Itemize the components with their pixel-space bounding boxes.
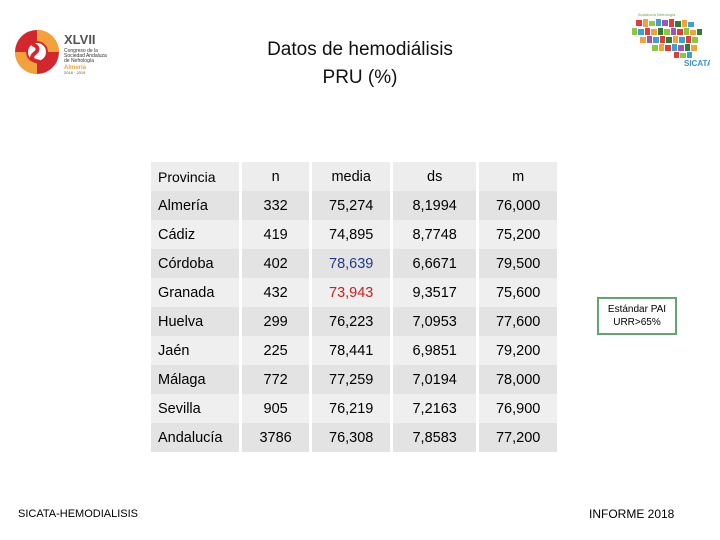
cell-n: 332 xyxy=(239,191,310,220)
cell-provincia: Huelva xyxy=(151,307,239,336)
standard-line2: URR>65% xyxy=(613,317,661,328)
cell-media: 77,259 xyxy=(309,365,390,394)
cell-m: 75,600 xyxy=(476,278,557,307)
table-row xyxy=(151,336,557,365)
logo-date: 2018 · 2019 xyxy=(64,70,86,75)
cell-provincia: Granada xyxy=(151,278,239,307)
header-media: media xyxy=(309,162,390,191)
cell-m: 78,000 xyxy=(476,365,557,394)
cell-provincia: Jaén xyxy=(151,336,239,365)
logo-line2: Sociedad Andaluza xyxy=(64,53,107,59)
cell-media: 74,895 xyxy=(309,220,390,249)
cell-media: 76,223 xyxy=(309,307,390,336)
sicata-caption: Andalucía Nefrología xyxy=(638,12,676,17)
page-subtitle: PRU (%) xyxy=(322,67,398,88)
cell-provincia: Andalucía xyxy=(151,423,239,452)
header-m: m xyxy=(476,162,557,191)
cell-m: 76,900 xyxy=(476,394,557,423)
cell-n: 299 xyxy=(239,307,310,336)
table-header-row xyxy=(151,162,557,191)
cell-ds: 7,0953 xyxy=(390,307,476,336)
logo-number: XLVII xyxy=(64,32,96,47)
footer-right-label: INFORME 2018 xyxy=(589,507,675,521)
cell-ds: 8,1994 xyxy=(390,191,476,220)
cell-m: 77,600 xyxy=(476,307,557,336)
cell-media: 76,219 xyxy=(309,394,390,423)
table-row xyxy=(151,365,557,394)
cell-ds: 6,6671 xyxy=(390,249,476,278)
cell-media-highlight: 78,639 xyxy=(309,249,390,278)
cell-n: 3786 xyxy=(239,423,310,452)
table-row xyxy=(151,249,557,278)
cell-m: 75,200 xyxy=(476,220,557,249)
cell-media: 78,441 xyxy=(309,336,390,365)
header-n: n xyxy=(239,162,310,191)
cell-n: 772 xyxy=(239,365,310,394)
cell-provincia: Cádiz xyxy=(151,220,239,249)
cell-m: 79,200 xyxy=(476,336,557,365)
cell-media-highlight: 73,943 xyxy=(309,278,390,307)
cell-n: 905 xyxy=(239,394,310,423)
header-provincia: Provincia xyxy=(151,162,239,191)
table-row xyxy=(151,394,557,423)
logo-city: Almería xyxy=(64,65,87,71)
cell-n: 419 xyxy=(239,220,310,249)
table-row xyxy=(151,220,557,249)
cell-media: 75,274 xyxy=(309,191,390,220)
cell-n: 225 xyxy=(239,336,310,365)
cell-n: 402 xyxy=(239,249,310,278)
table-row xyxy=(151,191,557,220)
cell-ds: 7,2163 xyxy=(390,394,476,423)
cell-ds: 7,8583 xyxy=(390,423,476,452)
standard-callout xyxy=(597,297,677,335)
cell-provincia: Almería xyxy=(151,191,239,220)
table-row xyxy=(151,307,557,336)
cell-m: 77,200 xyxy=(476,423,557,452)
table-row xyxy=(151,278,557,307)
cell-m: 79,500 xyxy=(476,249,557,278)
logo-line1: Congreso de la xyxy=(64,48,98,54)
cell-m: 76,000 xyxy=(476,191,557,220)
cell-ds: 7,0194 xyxy=(390,365,476,394)
page-title: Datos de hemodiálisis xyxy=(267,39,453,60)
header-ds: ds xyxy=(390,162,476,191)
cell-ds: 6,9851 xyxy=(390,336,476,365)
sicata-name: SICATA xyxy=(684,59,710,68)
cell-ds: 9,3517 xyxy=(390,278,476,307)
cell-n: 432 xyxy=(239,278,310,307)
cell-provincia: Málaga xyxy=(151,365,239,394)
cell-provincia: Córdoba xyxy=(151,249,239,278)
cell-media: 76,308 xyxy=(309,423,390,452)
hemodialysis-table xyxy=(151,162,557,452)
cell-ds: 8,7748 xyxy=(390,220,476,249)
logo-line3: de Nefrología xyxy=(64,58,95,64)
table-row-total xyxy=(151,423,557,452)
standard-line1: Estándar PAI xyxy=(607,304,667,315)
cell-provincia: Sevilla xyxy=(151,394,239,423)
footer-left-label: SICATA-HEMODIALISIS xyxy=(18,508,139,520)
